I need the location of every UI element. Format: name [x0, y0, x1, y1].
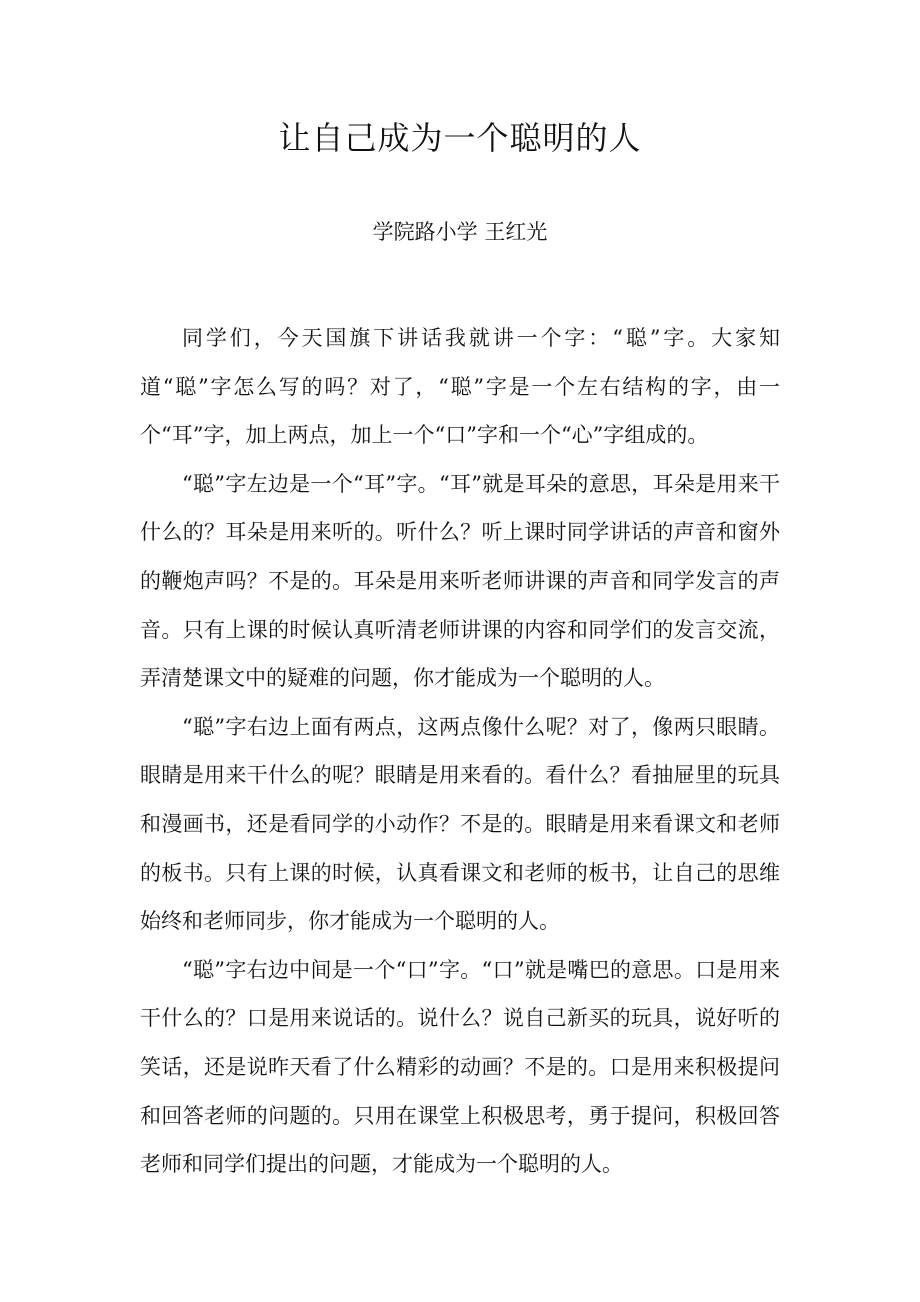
author-line: 学院路小学 王红光 [372, 220, 548, 244]
paragraph: “聪”字左边是一个“耳”字。“耳”就是耳朵的意思，耳朵是用来干什么的？耳朵是用来听的。听什么？听上课时同学讲话的声音和窗外的鞭炮声吗？不是的。耳朵是用来听老师讲课的声音和同学发言的声音。只有上课的时候认真听清老师讲课的内容和同学们的发言交流，弄清楚课文中的疑难的问题，你才能成为一个聪明的人。 [140, 471, 780, 691]
document-body [140, 314, 780, 1189]
paragraph: 同学们，今天国旗下讲话我就讲一个字：“聪”字。大家知道“聪”字怎么写的吗？对了，“聪”字是一个左右结构的字，由一个“耳”字，加上两点，加上一个“口”字和一个“心”字组成的。 [140, 326, 780, 448]
document-title: 让自己成为一个聪明的人 [278, 119, 642, 157]
paragraph: “聪”字右边上面有两点，这两点像什么呢？对了，像两只眼睛。眼睛是用来干什么的呢？眼睛是用来看的。看什么？看抽屉里的玩具和漫画书，还是看同学的小动作？不是的。眼睛是用来看课文和老师的板书。只有上课的时候，认真看课文和老师的板书，让自己的思维始终和老师同步，你才能成为一个聪明的人。 [140, 714, 780, 934]
paragraph: “聪”字右边中间是一个“口”字。“口”就是嘴巴的意思。口是用来干什么的？口是用来说话的。说什么？说自己新买的玩具，说好听的笑话，还是说昨天看了什么精彩的动画？不是的。口是用来积极提问和回答老师的问题的。只用在课堂上积极思考，勇于提问，积极回答老师和同学们提出的问题，才能成为一个聪明的人。 [140, 957, 780, 1177]
